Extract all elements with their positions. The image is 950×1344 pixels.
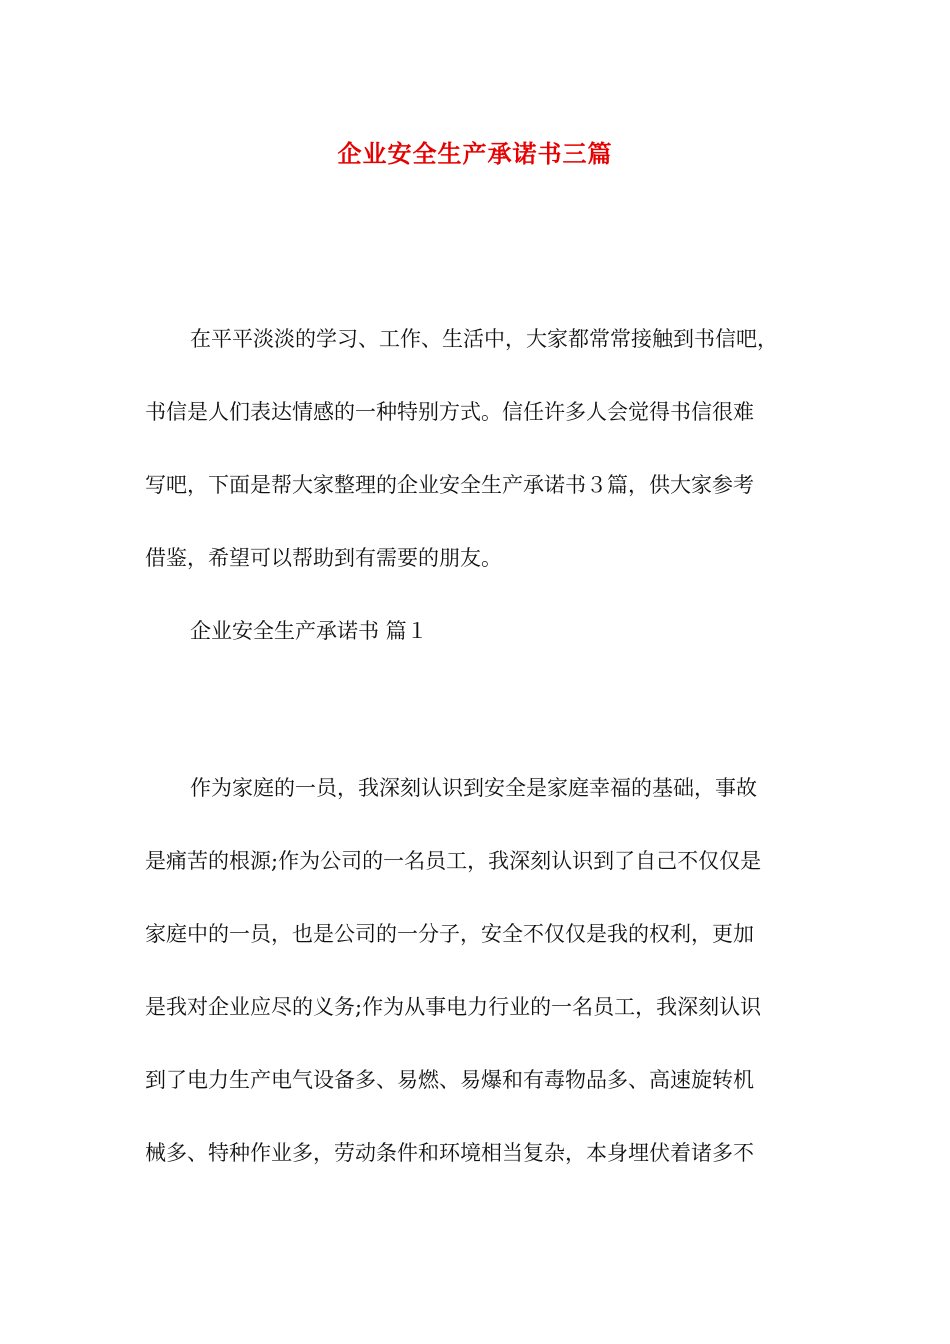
intro-paragraph (145, 303, 825, 595)
document-title: 企业安全生产承诺书三篇 (337, 139, 613, 168)
paragraph-line: 到了电力生产电气设备多、易燃、易爆和有毒物品多、高速旋转机 (145, 1068, 754, 1092)
paragraph-line: 是我对企业应尽的义务;作为从事电力行业的一名员工，我深刻认识 (145, 995, 762, 1019)
section-heading: 企业安全生产承诺书 篇１ (190, 619, 428, 643)
paragraph-line: 在平平淡淡的学习、工作、生活中，大家都常常接触到书信吧， (190, 327, 778, 351)
paragraph-line: 作为家庭的一员，我深刻认识到安全是家庭幸福的基础，事故 (190, 776, 757, 800)
paragraph-line: 借鉴，希望可以帮助到有需要的朋友。 (145, 546, 502, 570)
paragraph-line: 写吧，下面是帮大家整理的企业安全生产承诺书３篇，供大家参考 (145, 473, 754, 497)
section1-paragraph (145, 752, 825, 1190)
paragraph-line: 是痛苦的根源;作为公司的一名员工，我深刻认识到了自己不仅仅是 (145, 849, 762, 873)
paragraph-line: 械多、特种作业多，劳动条件和环境相当复杂，本身埋伏着诸多不 (145, 1141, 754, 1165)
paragraph-line: 书信是人们表达情感的一种特别方式。信任许多人会觉得书信很难 (145, 400, 754, 424)
section-heading-block (145, 595, 825, 668)
paragraph-line: 家庭中的一员，也是公司的一分子，安全不仅仅是我的权利，更加 (145, 922, 754, 946)
